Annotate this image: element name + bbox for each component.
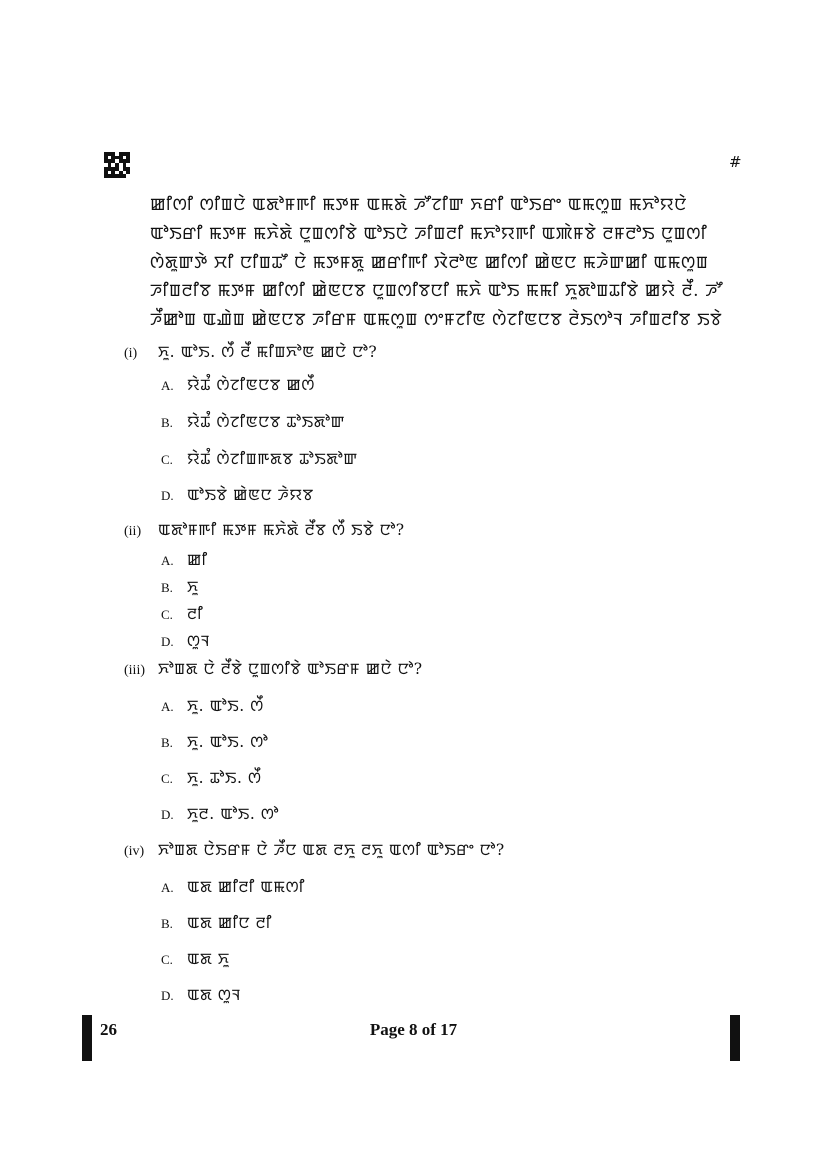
option	[161, 602, 203, 624]
option	[161, 575, 199, 597]
option-label: C.	[161, 452, 173, 467]
option	[161, 373, 315, 395]
option-text: ꯀꯤ	[187, 551, 208, 569]
option	[161, 911, 272, 933]
question-text: ꯈꯣꯡꯗ ꯅꯥꯏꯔꯝ ꯅꯥ ꯍꯩꯅ ꯑꯗ ꯂꯈꯨ ꯂꯈꯨ ꯑꯁꯤ ꯑꯣꯏꯔꯦ ꯅꯣ?	[158, 841, 505, 859]
passage-line: ꯀꯤꯁꯤ ꯁꯤꯡꯅꯥ ꯑꯗꯣꯝꯒꯤ ꯃꯇꯝ ꯑꯃꯗꯥ ꯍꯧꯖꯤꯛ ꯈꯔꯤ ꯑꯣꯏꯔꯦ ꯑꯃꯁꯨꯡ ꯃꯈꯣꯌꯅꯥ	[150, 195, 687, 215]
question-3	[124, 657, 423, 679]
passage-line: ꯑꯣꯏꯔꯤ ꯃꯇꯝ ꯃꯈꯥꯗꯥ ꯅꯨꯡꯁꯤꯕꯥ ꯑꯣꯏꯅꯥ ꯍꯤꯡꯂꯤ ꯃꯈꯣꯌꯒꯤ ꯑꯄꯥꯝꯕꯥ ꯂꯝꯂꯣꯏ ꯅꯨꯡꯁꯤ	[150, 223, 708, 244]
option-text: ꯑꯗ ꯀꯤꯂꯤ ꯑꯃꯁꯤ	[187, 878, 305, 896]
option-label: A.	[161, 553, 174, 568]
option	[161, 629, 210, 651]
footer-page-of: Page 8 of 17	[369, 1020, 458, 1039]
page-marker: #	[729, 153, 742, 171]
qr-code-icon	[104, 152, 130, 178]
option-label: B.	[161, 916, 173, 931]
question-2	[124, 518, 405, 540]
option	[161, 447, 358, 469]
option-text: ꯑꯗ ꯈꯨ	[187, 950, 230, 968]
option-text: ꯑꯣꯏꯕꯥ ꯀꯥꯟꯅ ꯍꯥꯌꯕ	[187, 486, 314, 504]
option-text: ꯈꯨ. ꯑꯣꯏ. ꯁꯣ	[187, 733, 269, 751]
option-text: ꯌꯥꯊꯪ ꯁꯥꯖꯤꯡꯒꯗꯕ ꯊꯣꯏꯗꯣꯛ	[187, 450, 358, 468]
option-label: A.	[161, 880, 174, 895]
option-text: ꯂꯤ	[187, 605, 204, 623]
footer-page-number: 26	[100, 1020, 117, 1039]
question-text: ꯈꯨ. ꯑꯣꯏ. ꯁꯩ ꯂꯩ ꯃꯤꯡꯈꯣꯟ ꯀꯅꯥ ꯅꯣ?	[158, 343, 378, 361]
option-label: A.	[161, 699, 174, 714]
option-label: C.	[161, 771, 173, 786]
option	[161, 410, 345, 432]
option-text: ꯈꯨ. ꯑꯣꯏ. ꯁꯩ	[187, 697, 264, 715]
option-text: ꯑꯗ ꯀꯤꯅ ꯂꯤ	[187, 914, 272, 932]
option-text: ꯈꯨ	[187, 578, 199, 596]
option	[161, 983, 241, 1005]
option	[161, 802, 279, 824]
option	[161, 483, 314, 505]
option-label: C.	[161, 607, 173, 622]
option-label: B.	[161, 735, 173, 750]
option	[161, 730, 268, 752]
passage-line: ꯁꯥꯗꯨꯛꯇꯥ ꯆꯤ ꯅꯤꯡꯊꯧ ꯅꯥ ꯃꯇꯝꯗꯨ ꯀꯔꯤꯒꯤ ꯋꯥꯂꯣꯟ ꯀꯤꯁꯤ ꯀꯥꯟꯅ ꯃꯍꯥꯛꯀꯤ ꯑꯃꯁꯨꯡ	[150, 252, 709, 273]
option	[161, 875, 305, 897]
question-1	[124, 340, 377, 362]
option-label: D.	[161, 634, 174, 649]
option-text: ꯈꯨꯂ. ꯑꯣꯏ. ꯁꯣ	[187, 805, 279, 823]
passage-line: ꯍꯤꯡꯂꯤꯕ ꯃꯇꯝ ꯀꯤꯁꯤ ꯀꯥꯟꯅꯕ ꯅꯨꯡꯁꯤꯕꯅꯤ ꯃꯈꯥ ꯑꯣꯏ ꯃꯃꯤ ꯈꯨꯗꯣꯡꯊꯤꯕꯥ ꯀꯌꯥ ꯂꯩ. ꯍꯧ	[150, 281, 723, 302]
question-text: ꯈꯣꯡꯗ ꯅꯥ ꯂꯩꯕꯥ ꯅꯨꯡꯁꯤꯕꯥ ꯑꯣꯏꯔꯝ ꯀꯅꯥ ꯅꯣ?	[158, 660, 423, 678]
option-text: ꯑꯗ ꯁꯨꯜ	[187, 986, 242, 1004]
option	[161, 694, 264, 716]
option	[161, 947, 230, 969]
option	[161, 548, 208, 570]
option-label: D.	[161, 988, 174, 1003]
question-number: (iii)	[124, 663, 145, 678]
passage	[150, 191, 780, 335]
option-label: A.	[161, 378, 174, 393]
option-label: B.	[161, 580, 173, 595]
option-text: ꯈꯨ. ꯊꯣꯏ. ꯁꯩ	[187, 769, 262, 787]
question-number: (iv)	[124, 844, 145, 859]
option-label: D.	[161, 488, 174, 503]
option-label: D.	[161, 807, 174, 822]
question-number: (i)	[124, 346, 138, 361]
option-text: ꯌꯥꯊꯪ ꯁꯥꯖꯤꯟꯅꯕ ꯊꯣꯏꯗꯣꯛ	[187, 413, 346, 431]
question-4	[124, 838, 505, 860]
option-label: B.	[161, 415, 173, 430]
option-text: ꯌꯥꯊꯪ ꯁꯥꯖꯤꯟꯅꯕ ꯀꯁꯩ	[187, 376, 315, 394]
option-label: C.	[161, 952, 173, 967]
question-number: (ii)	[124, 524, 142, 539]
option-text: ꯁꯨꯜ	[187, 632, 211, 650]
question-text: ꯑꯗꯣꯝꯒꯤ ꯃꯇꯝ ꯃꯈꯥꯗꯥ ꯂꯩꯕ ꯁꯩ ꯏꯕꯥ ꯅꯣ?	[158, 521, 405, 539]
option	[161, 766, 262, 788]
passage-line: ꯍꯩꯀꯣꯡ ꯑꯉꯥꯡ ꯀꯥꯟꯅꯕ ꯍꯤꯔꯝ ꯑꯃꯁꯨꯡ ꯁꯦꯝꯖꯤꯟ ꯁꯥꯖꯤꯟꯅꯕ ꯂꯥꯏꯁꯣꯜ ꯍꯤꯡꯂꯤꯕ ꯏꯕꯥ	[150, 310, 723, 331]
